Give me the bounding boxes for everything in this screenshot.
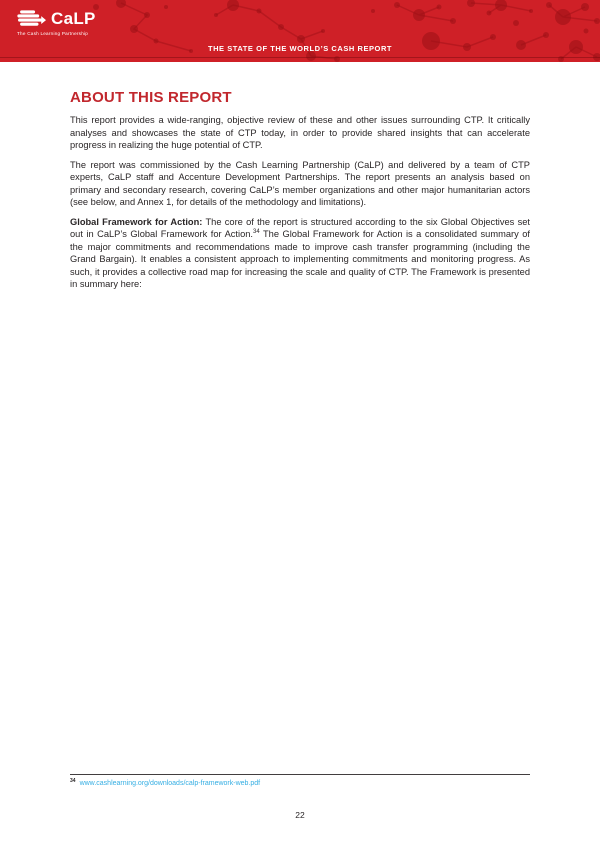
footnote-link[interactable]: www.cashlearning.org/downloads/calp-framework-web.pdf xyxy=(79,780,261,787)
paragraph-3-lead: Global Framework for Action: xyxy=(70,216,203,227)
report-header xyxy=(0,0,600,62)
hand-logo-icon xyxy=(16,8,46,29)
report-banner-title: THE STATE OF THE WORLD’S CASH REPORT xyxy=(207,44,393,53)
paragraph-3-text-a: The core of the report is structured according to the six Global Objectives set out in CaLP’s Global Framework for Action. xyxy=(70,216,530,239)
logo-wordmark: CaLP xyxy=(51,9,96,28)
paragraph-3 xyxy=(70,216,530,291)
header-bottom-rule xyxy=(0,57,600,58)
paragraph-3-text-b: The Global Framework for Action is a consolidated summary of the major commitments and recommendations made to improve cash transfer programming (including the Grand Bargain). It enables a consistent approach to implementing commitments and monitoring progress. As such, it provides a collective road map for increasing the scale and quality of CTP. The Framework is presented in summary here: xyxy=(70,229,530,289)
page-content xyxy=(0,62,600,298)
footnote xyxy=(70,777,261,787)
footnote-marker: 34 xyxy=(70,777,76,784)
footnote-reference-34: 34 xyxy=(253,228,260,235)
calp-logo xyxy=(16,8,96,36)
paragraph-1: This report provides a wide-ranging, objective review of these and other issues surrounding CTP. It critically analyses and showcases the state of CTP today, in order to provide shared insights that can accelerate progress in realizing the huge potential of CTP. xyxy=(70,115,530,150)
paragraph-2: The report was commissioned by the Cash Learning Partnership (CaLP) and delivered by a team of CTP experts, CaLP staff and Accenture Development Partnerships. The report presents an analysis based on primary and secondary research, covering CaLP’s member organizations and other major humanitarian actors (see below, and Annex 1, for details of the methodology and limitations). xyxy=(70,159,530,207)
section-heading: ABOUT THIS REPORT xyxy=(70,89,232,106)
footnote-divider xyxy=(70,774,530,775)
page-number: 22 xyxy=(295,810,305,820)
logo-tagline: The Cash Learning Partnership xyxy=(17,31,89,36)
